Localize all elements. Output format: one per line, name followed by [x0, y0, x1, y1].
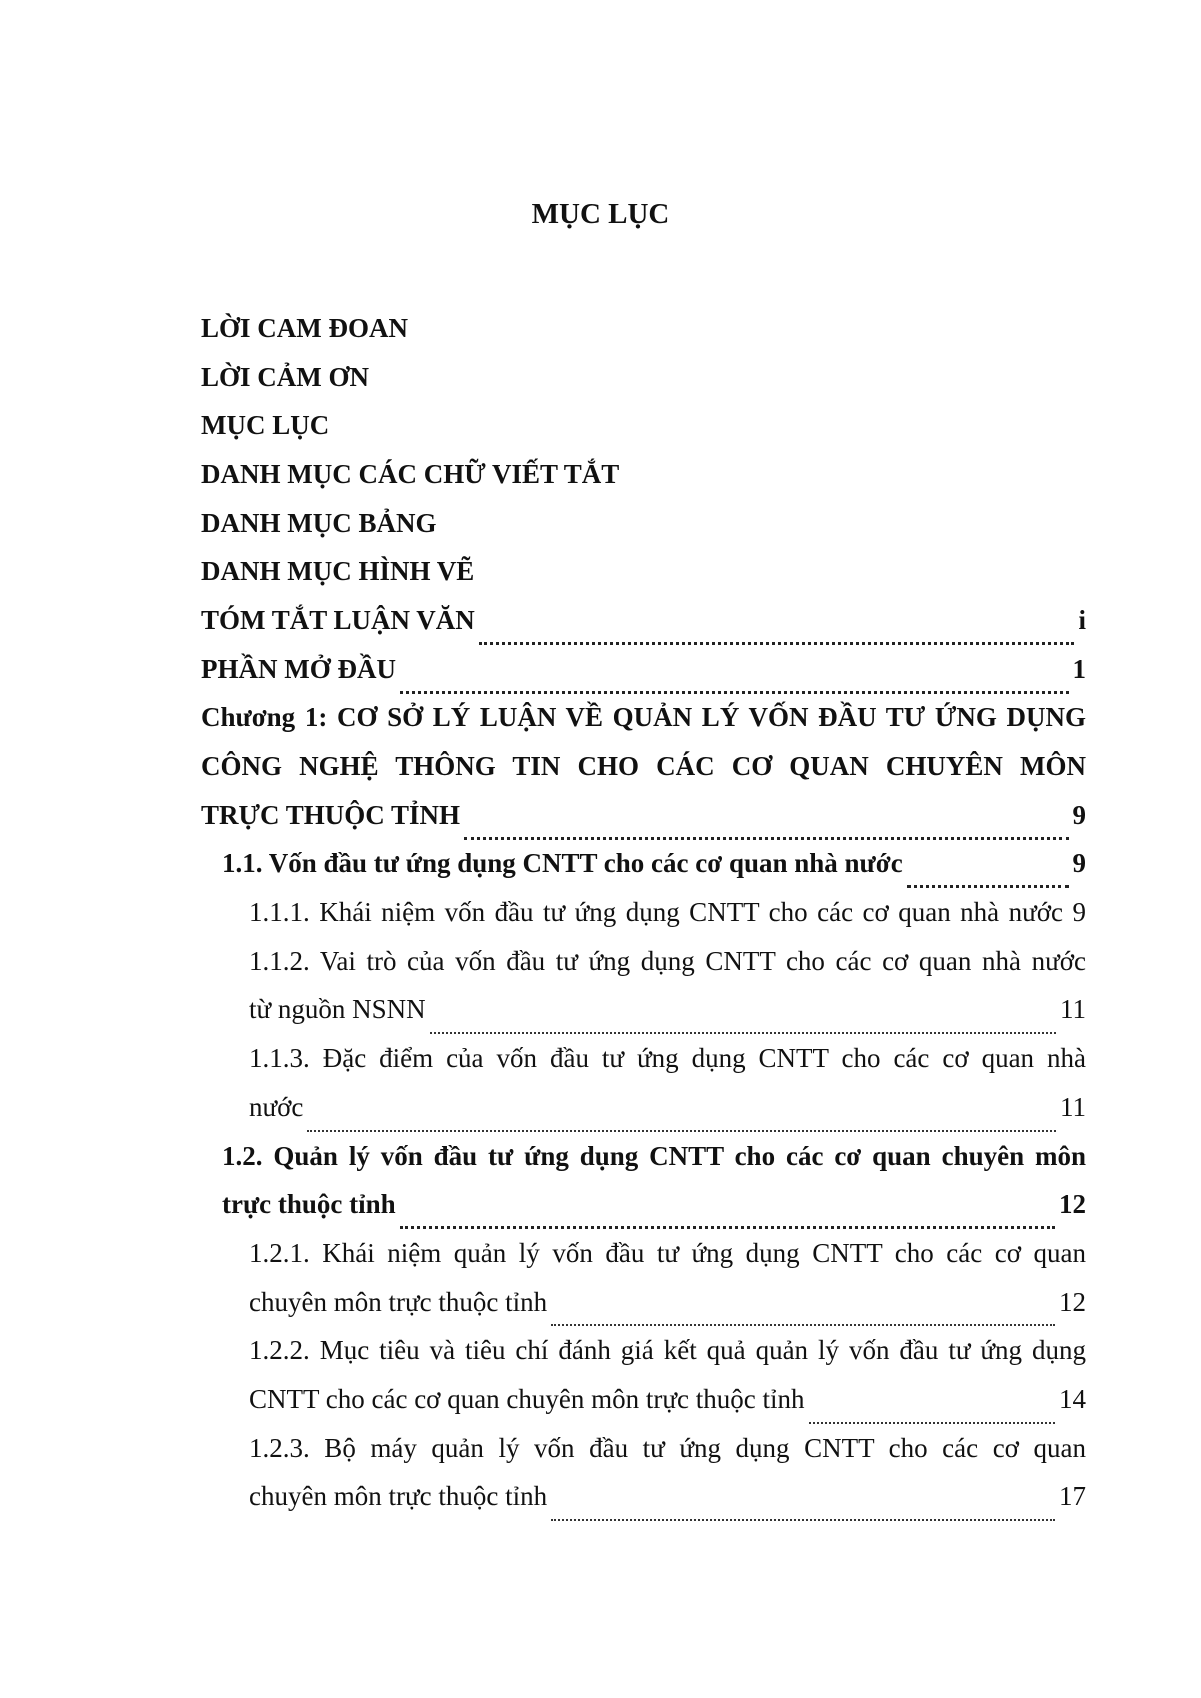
toc-entry-text: DANH MỤC BẢNG: [201, 507, 437, 538]
toc-entry-text: 1.2.2. Mục tiêu và tiêu chí đánh giá kết quả quản lý vốn đầu tư ứng dụng: [249, 1335, 1086, 1366]
table-of-contents: [201, 304, 1086, 1521]
toc-entry-text: từ nguồn NSNN: [249, 994, 426, 1025]
toc-entry-chuong-1-line-3: [201, 791, 1086, 840]
toc-entry-text: CÔNG NGHỆ THÔNG TIN CHO CÁC CƠ QUAN CHUYÊN MÔN: [201, 751, 1086, 782]
dot-leader: [907, 866, 1069, 888]
dot-leader: [400, 672, 1069, 694]
toc-entry-text: 1.2.3. Bộ máy quản lý vốn đầu tư ứng dụng CNTT cho các cơ quan: [249, 1432, 1086, 1463]
toc-entry-1-1-1: [201, 888, 1086, 937]
toc-page-number: 9: [1072, 848, 1086, 879]
toc-entry-text: trực thuộc tỉnh: [222, 1189, 396, 1220]
toc-entry-1-1-2-line-2: [201, 986, 1086, 1035]
toc-entry-loi-cam-doan: [201, 304, 1086, 353]
toc-entry-text: 1.1.2. Vai trò của vốn đầu tư ứng dụng CNTT cho các cơ quan nhà nước: [249, 945, 1086, 976]
toc-entry-text: 1.2. Quản lý vốn đầu tư ứng dụng CNTT cho các cơ quan chuyên môn: [222, 1140, 1086, 1171]
toc-entry-text: Chương 1: CƠ SỞ LÝ LUẬN VỀ QUẢN LÝ VỐN ĐẦU TƯ ỨNG DỤNG: [201, 702, 1086, 733]
page-title: MỤC LỤC: [531, 198, 670, 230]
toc-entry-1-1-2-line-1: [201, 937, 1086, 986]
toc-entry-tom-tat: [201, 596, 1086, 645]
toc-page-number: i: [1078, 604, 1086, 635]
toc-entry-text: 1.2.1. Khái niệm quản lý vốn đầu tư ứng dụng CNTT cho các cơ quan: [249, 1237, 1086, 1268]
dot-leader: [809, 1403, 1055, 1424]
toc-entry-text: PHẦN MỞ ĐẦU: [201, 653, 396, 684]
toc-page-number: 12: [1059, 1189, 1086, 1220]
toc-entry-text: 1.1. Vốn đầu tư ứng dụng CNTT cho các cơ quan nhà nước: [222, 848, 903, 879]
dot-leader: [551, 1305, 1055, 1326]
toc-entry-text: LỜI CẢM ƠN: [201, 361, 369, 392]
toc-entry-text: TÓM TẮT LUẬN VĂN: [201, 604, 475, 635]
toc-entry-1-1-3-line-2: [201, 1083, 1086, 1132]
toc-entry-text: nước: [249, 1091, 304, 1122]
toc-entry-phan-mo-dau: [201, 645, 1086, 694]
dot-leader: [307, 1111, 1056, 1132]
toc-entry-text: chuyên môn trực thuộc tỉnh: [249, 1286, 548, 1317]
toc-entry-1-2-3-line-2: [201, 1473, 1086, 1522]
toc-entry-1-2-line-2: [201, 1180, 1086, 1229]
toc-entry-text: DANH MỤC CÁC CHỮ VIẾT TẮT: [201, 458, 620, 489]
toc-entry-text: chuyên môn trực thuộc tỉnh: [249, 1481, 548, 1512]
toc-entry-text: DANH MỤC HÌNH VẼ: [201, 556, 475, 587]
toc-entry-danh-muc-bang: [201, 499, 1086, 548]
toc-entry-1-2-1-line-1: [201, 1229, 1086, 1278]
toc-entry-1-2-2-line-1: [201, 1326, 1086, 1375]
toc-page-number: 17: [1059, 1481, 1086, 1512]
toc-entry-text: CNTT cho các cơ quan chuyên môn trực thuộc tỉnh: [249, 1383, 805, 1414]
toc-entry-1-2-1-line-2: [201, 1278, 1086, 1327]
toc-entry-text: LỜI CAM ĐOAN: [201, 312, 408, 343]
dot-leader: [430, 1013, 1056, 1034]
toc-entry-text: 1.1.1. Khái niệm vốn đầu tư ứng dụng CNTT cho các cơ quan nhà nước 9: [249, 897, 1086, 928]
toc-entry-muc-luc: [201, 401, 1086, 450]
toc-entry-1-2-line-1: [201, 1132, 1086, 1181]
toc-entry-chuong-1-line-2: [201, 742, 1086, 791]
toc-entry-loi-cam-on: [201, 353, 1086, 402]
toc-entry-1-2-3-line-1: [201, 1424, 1086, 1473]
toc-entry-1-1-3-line-1: [201, 1034, 1086, 1083]
toc-entry-text: TRỰC THUỘC TỈNH: [201, 799, 461, 830]
toc-page-number: 1: [1072, 653, 1086, 684]
dot-leader: [479, 623, 1075, 645]
toc-entry-chuong-1-line-1: [201, 694, 1086, 743]
toc-entry-text: MỤC LỤC: [201, 410, 330, 441]
dot-leader: [551, 1500, 1055, 1521]
toc-page-number: 11: [1060, 994, 1086, 1025]
dot-leader: [464, 818, 1068, 840]
dot-leader: [400, 1207, 1055, 1229]
toc-entry-danh-muc-chu-viet-tat: [201, 450, 1086, 499]
toc-page-number: 9: [1072, 799, 1086, 830]
toc-page-number: 14: [1059, 1383, 1086, 1414]
toc-page-number: 12: [1059, 1286, 1086, 1317]
toc-page-number: 11: [1060, 1091, 1086, 1122]
toc-entry-danh-muc-hinh-ve: [201, 547, 1086, 596]
toc-entry-text: 1.1.3. Đặc điểm của vốn đầu tư ứng dụng CNTT cho các cơ quan nhà: [249, 1043, 1086, 1074]
toc-entry-1-1: [201, 840, 1086, 889]
toc-entry-1-2-2-line-2: [201, 1375, 1086, 1424]
